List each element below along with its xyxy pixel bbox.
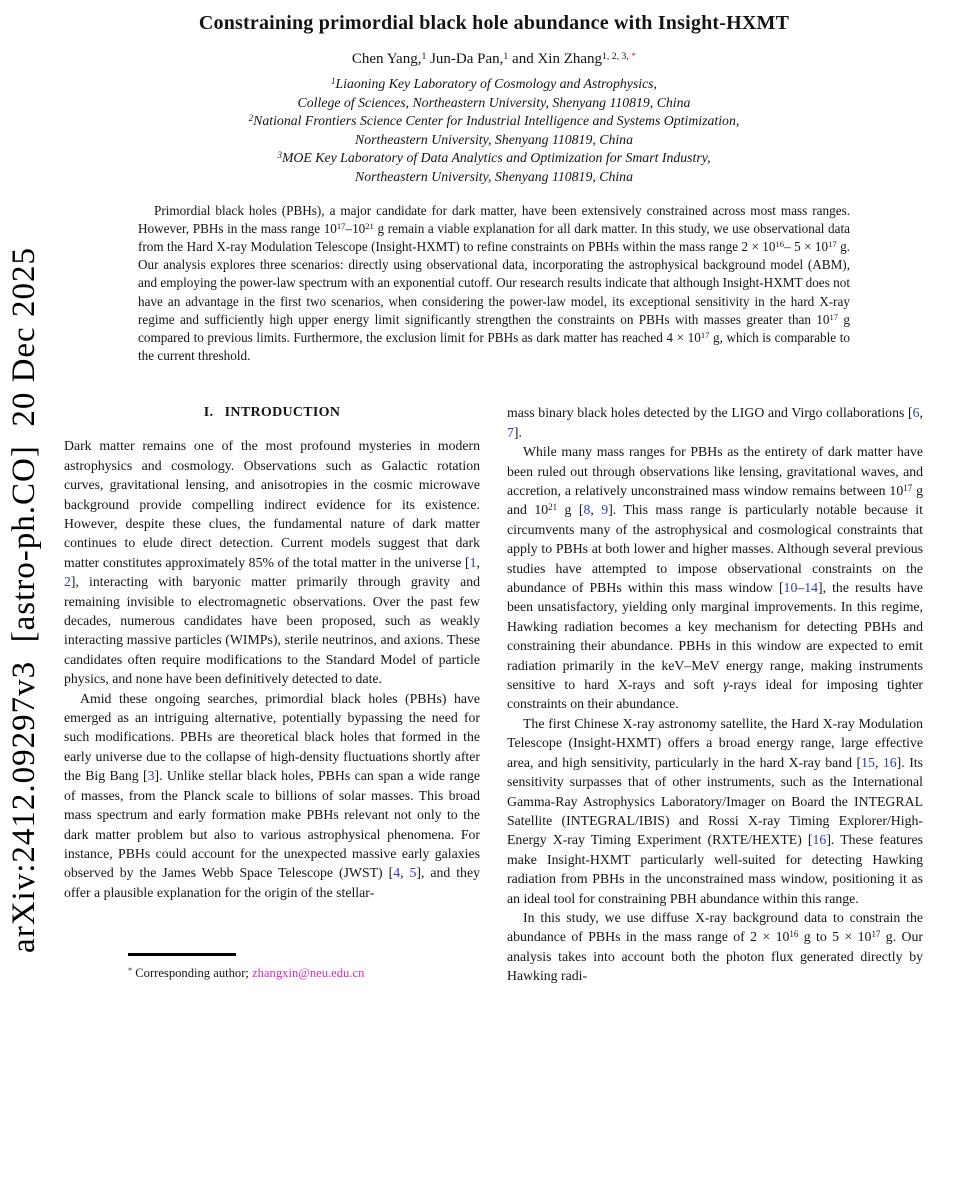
text-segment: Amid these ongoing searches, primordial black holes (PBHs) have emerged as an intriguing alternative, potentially bypassing the need for such modifications. PBHs are theoretical black holes that formed in the early universe due to the collapse of high-density fluctuations shortly after the Big Bang [ — [64, 690, 480, 784]
text-segment: g compared to previous limits. Furthermore, the exclusion limit for PBHs as dark matter has reached 4 × 10 — [138, 311, 851, 345]
text-segment: 1 — [330, 75, 336, 86]
text-segment: , — [476, 554, 480, 570]
section-heading-introduction: I. INTRODUCTION — [203, 405, 341, 421]
text-segment: Northeastern University, Shenyang 110819, China — [355, 131, 633, 147]
text-segment: 17 — [828, 239, 837, 250]
text-segment: ]. Unlike stellar black holes, PBHs can span a wide range of masses, from the Planck scale to billions of solar masses. This broad mass spectrum and early formation make PBHs relevant not only to the dark matter problem but also to various astrophysical phenomena. For instance, PBHs could account for the unexpected massive early galaxies observed by the James Webb Space Telescope (JWST) [ — [64, 768, 480, 881]
intro-paragraph — [507, 714, 923, 908]
affiliation-line — [64, 94, 924, 113]
affiliations-block — [64, 75, 924, 187]
footnote-block — [128, 953, 545, 982]
abstract — [138, 202, 850, 366]
citation-link[interactable]: 3 — [147, 768, 155, 784]
text-segment: g [ — [557, 502, 584, 518]
text-segment: 16 — [789, 929, 799, 940]
citation-link[interactable]: 9 — [601, 502, 609, 518]
text-segment: g to 5 × 10 — [798, 929, 872, 945]
text-segment: 1 — [421, 50, 427, 62]
right-column — [507, 403, 923, 985]
text-segment: 3 — [277, 150, 282, 161]
text-segment: College of Sciences, Northeastern University, Shenyang 110819, China — [297, 94, 691, 110]
intro-paragraph — [507, 908, 923, 986]
citation-link[interactable]: 16 — [812, 832, 827, 848]
text-segment: γ — [723, 677, 729, 693]
text-segment: 17 — [829, 311, 839, 322]
text-segment: ]. Its sensitivity surpasses that of other instruments, such as the International Gamma-Ray Astrophysics Laboratory/Imager on Board the INTEGRAL Satellite (INTEGRAL/IBIS) and Rossi X-ray Timing Explorer/High-Energy X-ray Timing Experiment (RXTE/HEXTE) [ — [507, 754, 923, 848]
text-segment: 21 — [365, 220, 374, 231]
text-segment: Northeastern University, Shenyang 110819, China — [355, 168, 633, 184]
text-segment: , — [590, 502, 602, 518]
citation-link[interactable]: 15 — [861, 754, 875, 770]
left-column — [64, 403, 480, 985]
citation-link[interactable]: 4 — [393, 865, 401, 881]
text-segment: Dark matter remains one of the most profound mysteries in modern astrophysics and cosmology. Observations such as Galactic rotation curves, gravitational lensing, and anisotropies in the cosmic microwave background provide compelling indirect evidence for its existence. However, despite these clues, the fundamental nature of dark matter continues to elude direct detection. Current models suggest that dark matter constitutes approximately 85% of the total matter in the universe [ — [64, 438, 480, 570]
text-segment: 17 — [700, 330, 710, 341]
intro-paragraph — [507, 403, 923, 442]
citation-link[interactable]: 16 — [882, 754, 897, 770]
text-segment: – — [797, 580, 805, 596]
text-segment: , — [919, 405, 923, 421]
text-segment: Jun-Da Pan, — [426, 51, 504, 67]
citation-link[interactable]: 14 — [804, 580, 819, 596]
text-segment: ], and they offer a plausible explanation for the origin of the stellar- — [64, 865, 480, 900]
citation-link[interactable]: 10 — [783, 580, 798, 596]
citation-link[interactable]: 6 — [912, 405, 920, 421]
citation-link[interactable]: 5 — [409, 865, 417, 881]
text-segment: 17 — [336, 220, 346, 231]
paper-title: Constraining primordial black hole abundance with Insight-HXMT — [198, 12, 790, 34]
intro-paragraph — [64, 436, 480, 688]
text-segment: * — [631, 50, 637, 62]
citation-link[interactable]: 1 — [469, 554, 477, 570]
text-segment: While many mass ranges for PBHs as the entirety of dark matter have been ruled out through observations like lensing, gravitational waves, and accretion, a relatively unconstrained mass window remains between 10 — [507, 444, 923, 499]
text-segment: g. Our analysis takes into account both the photon flux generated directly by Hawking radi- — [507, 929, 923, 984]
text-segment: and Xin Zhang — [508, 51, 603, 67]
text-segment: National Frontiers Science Center for Industrial Intelligence and Systems Optimization, — [253, 113, 740, 129]
text-segment: 17 — [871, 929, 881, 940]
text-segment: g. Our analysis explores three scenarios: directly using observational data, incorporating the astrophysical background model (ABM), and employing the power-law spectrum with an exponential cutoff. Our research results indicate that although Insight-HXMT does not have an advantage in the first two scenarios, when considering the power-law model, its exceptional sensitivity in the hard X-ray regime and sufficiently high upper energy limit significantly strengthen the constraints on PBHs with masses greater than 10 — [138, 238, 851, 327]
affiliation-line — [64, 168, 924, 187]
text-segment: , — [400, 865, 410, 881]
affiliation-line — [64, 112, 924, 131]
affiliation-line — [64, 131, 924, 150]
intro-paragraph — [64, 689, 480, 902]
text-segment: g and 10 — [507, 483, 923, 518]
email-link[interactable]: zhangxin@neu.edu.cn — [252, 965, 365, 980]
text-segment: ]. This mass range is particularly notable because it circumvents many of the astrophysical and cosmological constraints that apply to PBHs at both lower and higher masses. Although several previous studies have attempted to impose observational constraints on the abundance of PBHs within this mass window [ — [507, 502, 923, 596]
text-segment: ]. These features make Insight-HXMT particularly well-suited for detecting Hawking radiation from PBHs in the unconstrained mass window, positioning it as an ideal tool for constraining PBH abundance within this range. — [507, 832, 923, 906]
corresponding-author-note — [128, 965, 545, 982]
text-segment: Liaoning Key Laboratory of Cosmology and Astrophysics, — [335, 76, 658, 91]
affiliation-line — [64, 75, 924, 94]
text-segment: , — [874, 754, 883, 770]
text-segment: – 5 × 10 — [784, 238, 829, 254]
text-segment: –10 — [345, 220, 366, 236]
text-segment: * — [128, 965, 133, 975]
text-segment: Primordial black holes (PBHs), a major candidate for dark matter, have been extensively constrained across most mass ranges. However, PBHs in the mass range 10 — [138, 202, 850, 236]
text-segment: 2 — [248, 113, 254, 124]
text-segment: g, which is comparable to the current threshold. — [138, 329, 851, 364]
footnote-rule — [128, 953, 236, 956]
authors-line — [64, 51, 924, 68]
paper-content — [64, 0, 924, 986]
intro-paragraph — [507, 442, 923, 714]
text-segment: Corresponding author; — [132, 965, 253, 980]
text-segment: -rays ideal for imposing tighter constraints on their abundance. — [507, 677, 923, 712]
citation-link[interactable]: 2 — [64, 574, 71, 590]
text-segment: 16 — [775, 239, 785, 250]
text-segment: 1, 2, 3, — [602, 50, 632, 62]
text-segment: The first Chinese X-ray astronomy satellite, the Hard X-ray Modulation Telescope (Insight-HXMT) offers a broad energy range, large effective area, and high sensitivity, particularly in the hard X-ray band [ — [507, 715, 923, 770]
text-segment: Chen Yang, — [351, 51, 422, 67]
text-segment: 17 — [903, 482, 913, 493]
text-segment: In this study, we use diffuse X-ray background data to constrain the abundance of PBHs in the mass range of 2 × 10 — [507, 909, 923, 945]
two-column-body — [64, 403, 924, 985]
arxiv-watermark: arXiv:2412.09297v3 [astro-ph.CO] 20 Dec 2025 — [6, 247, 42, 953]
text-segment: g remain a viable explanation for all dark matter. In this study, we use observational data from the Hard X-ray Modulation Telescope (Insight-HXMT) to refine constraints on PBHs within the mass range 2 × 10 — [138, 220, 850, 254]
text-segment: 21 — [548, 502, 558, 513]
text-segment: MOE Key Laboratory of Data Analytics and Optimization for Smart Industry, — [281, 150, 711, 166]
affiliation-line — [64, 149, 924, 168]
text-segment: ], the results have been unsatisfactory, yielding only marginal improvements. In this regime, Hawking radiation becomes a key mechanism for detecting PBHs and constraining their abundance. PBHs in this window are expected to emit radiation primarily in the keV–MeV energy range, making instruments sensitive to hard X-rays and soft — [507, 580, 924, 693]
text-segment: 1 — [503, 50, 509, 62]
text-segment: mass binary black holes detected by the LIGO and Virgo collaborations [ — [507, 405, 913, 421]
citation-link[interactable]: 8 — [583, 502, 591, 518]
text-segment: ], interacting with baryonic matter primarily through gravity and remaining invisible to electromagnetic observations. Over the past few decades, numerous candidates have been proposed, such as weakly interacting massive particles (WIMPs), sterile neutrinos, and axions. These candidates often require modifications to the Standard Model of particle physics, and none have been definitively detected to date. — [64, 574, 480, 687]
citation-link[interactable]: 7 — [507, 424, 514, 440]
text-segment: ]. — [513, 424, 522, 440]
